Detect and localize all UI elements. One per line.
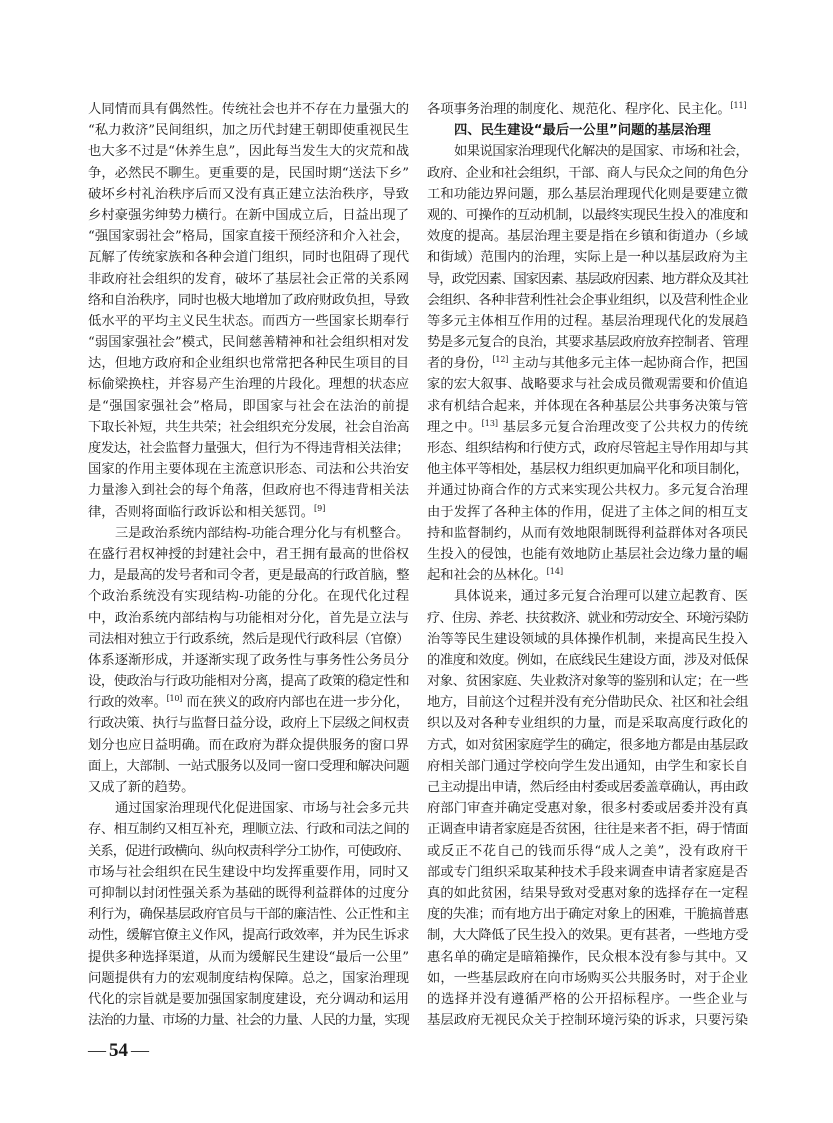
footnote-reference[interactable]: [9] xyxy=(314,503,326,513)
text-line: 标偷梁换柱，并容易产生治理的片段化。理想的状态应 xyxy=(88,377,409,393)
text-line: 并通过协商合作的方式来实现公共权力。多元复合治理 xyxy=(427,483,748,499)
left-column xyxy=(88,99,409,1031)
text-line: 效度的提高。基层治理主要是指在乡镇和街道办（乡域 xyxy=(427,229,748,245)
text-line: 可抑制以封闭性强关系为基础的既得利益群体的过度分 xyxy=(88,885,409,901)
text-line: 他主体平等相处，基层权力组织更加扁平化和项目制化， xyxy=(427,462,748,478)
line-text: 而在狭义的政府内部也在进一步分化， xyxy=(182,695,409,711)
text-line: 问题提供有力的宏观制度结构保障。总之，国家治理现 xyxy=(88,970,409,986)
text-line: 势是多元复合的良治，其要求基层政府放弃控制者、管理 xyxy=(427,335,748,351)
page-number-dash-right: — xyxy=(131,1040,149,1060)
text-line: 府部门审查并确定受惠对象，很多村委或居委并没有真 xyxy=(427,801,748,817)
text-line: 或反正不花自己的钱而乐得“成人之美”，没有政府干 xyxy=(427,843,748,859)
text-line: 导，政党因素、国家因素、基层政府因素、地方群众及其社 xyxy=(427,271,748,287)
text-line: “强国家弱社会”格局，国家直接干预经济和介入社会， xyxy=(88,229,409,245)
line-text: 主动与其他多元主体一起协商合作，把国 xyxy=(508,356,748,372)
text-line: 破坏乡村礼治秩序后而又没有真正建立法治秩序，导致 xyxy=(88,186,409,202)
text-line: 划分也应日益明确。而在政府为群众提供服务的窗口界 xyxy=(88,737,409,753)
text-line: 市场与社会组织在民生建设中均发挥重要作用，同时又 xyxy=(88,864,409,880)
text-line xyxy=(88,692,409,713)
line-text: 基层多元复合治理改变了公共权力的传统 xyxy=(498,419,748,435)
text-line: 司法相对独立于行政系统，然后是现代行政科层（官僚） xyxy=(88,631,409,647)
text-line: 持和监督制约，从而有效地限制既得利益群体对各项民 xyxy=(427,525,748,541)
line-text: 起和社会的丛林化。 xyxy=(427,568,547,584)
text-line: 度的失准；而有地方出于确定对象上的困难，干脆搞普惠 xyxy=(427,907,748,923)
text-line xyxy=(427,417,748,438)
text-line: 府相关部门通过学校向学生发出通知，由学生和家长自 xyxy=(427,758,748,774)
right-column xyxy=(427,99,748,1031)
text-line: 正调查申请者家庭是否贫困，往往是来者不拒，碍于情面 xyxy=(427,822,748,838)
paragraph xyxy=(427,141,748,586)
page-number-dash-left: — xyxy=(88,1040,106,1060)
text-line: 如果说国家治理现代化解决的是国家、市场和社会， xyxy=(454,144,748,160)
text-line: 部或专门组织采取某种技术手段来调查申请者家庭是否 xyxy=(427,864,748,880)
text-line: 如，一些基层政府在向市场购买公共服务时，对于企业 xyxy=(427,970,748,986)
text-line: 提供多种选择渠道，从而为缓解民生建设“最后一公里” xyxy=(88,949,409,965)
text-line: 对象、贫困家庭、失业救济对象等的鉴别和认定；在一些 xyxy=(427,674,748,690)
text-line: 瓦解了传统家族和各种会道门组织，同时也阻碍了现代 xyxy=(88,250,409,266)
text-line: 存、相互制约又相互补充，理顺立法、行政和司法之间的 xyxy=(88,822,409,838)
text-line: 求有机结合起来，并体现在各种基层公共事务决策与管 xyxy=(427,398,748,414)
text-line: 法治的力量、市场的力量、社会的力量、人民的力量，实现 xyxy=(88,1013,409,1029)
footnote-reference[interactable]: [14] xyxy=(546,567,564,577)
text-line: 生投入的侵蚀，也能有效地防止基层社会边缘力量的崛 xyxy=(427,546,748,562)
text-line: 力，是最高的发号者和司令者，更是最高的行政首脑，整 xyxy=(88,568,409,584)
text-line: 和街域）范围内的治理，实际上是一种以基层政府为主 xyxy=(427,250,748,266)
text-line: 通过国家治理现代化促进国家、市场与社会多元共 xyxy=(115,801,409,817)
text-line: 由于发挥了各种主体的作用，促进了主体之间的相互支 xyxy=(427,504,748,520)
text-line: 的准度和效度。例如，在底线民生建设方面，涉及对低保 xyxy=(427,652,748,668)
text-line: 体系逐渐形成，并逐渐实现了政务性与事务性公务员分 xyxy=(88,652,409,668)
footnote-reference[interactable]: [10] xyxy=(166,694,183,704)
text-line: 织以及对各种专业组织的力量，而是采取高度行政化的 xyxy=(427,716,748,732)
heading-line: 四、民生建设“最后一公里”问题的基层治理 xyxy=(454,123,711,139)
text-line: 制，大大降低了民生投入的效果。更有甚者，一些地方受 xyxy=(427,928,748,944)
text-line xyxy=(427,565,748,586)
section-heading xyxy=(427,120,748,141)
page-number xyxy=(88,1040,149,1062)
text-line: 又成了新的趋势。 xyxy=(88,780,195,795)
text-line: 行政决策、执行与监督日益分设，政府上下层级之间权责 xyxy=(88,716,409,732)
text-line: 人同情而具有偶然性。传统社会也并不存在力量强大的 xyxy=(88,102,409,117)
text-line: “弱国家强社会”模式，民间慈善精神和社会组织相对发 xyxy=(88,335,409,351)
text-line: 地方，目前这个过程并没有充分借助民众、社区和社会组 xyxy=(427,695,748,711)
text-line: 中，政治系统内部结构与功能相对分化，首先是立法与 xyxy=(88,610,409,626)
text-line: 度发达，社会监督力量强大，但行为不得违背相关法律； xyxy=(88,441,409,456)
text-line: 惠名单的确定是暗箱操作，民众根本没有参与其中。又 xyxy=(427,949,748,965)
text-line: 三是政治系统内部结构-功能合理分化与有机整合。 xyxy=(115,525,409,541)
text-line: 家的宏大叙事、战略要求与社会成员微观需要和价值追 xyxy=(427,377,748,393)
paragraph xyxy=(88,523,409,798)
text-line xyxy=(427,99,748,120)
text-line: 的选择并没有遵循严格的公开招标程序。一些企业与 xyxy=(427,991,748,1007)
paragraph xyxy=(88,798,409,1031)
text-line: 政府、企业和社会组织，干部、商人与民众之间的角色分 xyxy=(427,165,748,181)
text-line xyxy=(88,502,409,523)
line-text: 者的身份， xyxy=(427,356,493,372)
text-line: 具体说来，通过多元复合治理可以建立起教育、医 xyxy=(454,589,748,605)
text-line: 真的如此贫困，结果导致对受惠对象的选择存在一定程 xyxy=(427,885,748,901)
text-line: 非政府社会组织的发育，破坏了基层社会正常的关系网 xyxy=(88,271,409,287)
text-line: 力量渗入到社会的每个角落，但政府也不得违背相关法 xyxy=(88,483,409,499)
text-line: 乡村豪强劣绅势力横行。在新中国成立后，日益出现了 xyxy=(88,207,409,223)
text-line: 会组织、各种非营利性社会企事业组织，以及营利性企业 xyxy=(427,292,748,308)
paragraph xyxy=(427,586,748,1031)
footnote-reference[interactable]: [12] xyxy=(492,355,509,365)
paragraph xyxy=(88,99,409,523)
text-line: 低水平的平均主义民生状态。而西方一些国家长期奉行 xyxy=(88,313,409,329)
text-line: 下取长补短，共生共荣；社会组织充分发展，社会自治高 xyxy=(88,419,409,435)
text-line: 络和自治秩序，同时也极大地增加了政府财政负担，导致 xyxy=(88,292,409,308)
text-line: 达，但地方政府和企业组织也常常把各种民生项目的目 xyxy=(88,356,409,372)
text-line: 国家的作用主要体现在主流意识形态、司法和公共治安 xyxy=(88,462,409,478)
text-line: 个政治系统没有实现结构-功能的分化。在现代化过程 xyxy=(88,589,409,605)
text-line: 工和功能边界问题，那么基层治理现代化则是要建立微 xyxy=(427,186,748,202)
line-text: 各项事务治理的制度化、规范化、程序化、民主化。 xyxy=(427,102,731,117)
text-line: 设，使政治与行政功能相对分离，提高了政策的稳定性和 xyxy=(88,674,409,690)
footnote-reference[interactable]: [13] xyxy=(481,418,499,428)
text-line: 利行为，确保基层政府官员与干部的廉洁性、公正性和主 xyxy=(88,907,409,923)
text-line: 治等等民生建设领域的具体操作机制，来提高民生投入 xyxy=(427,631,748,647)
line-text: 理之中。 xyxy=(427,419,482,435)
text-line: 也大多不过是“休养生息”，因此每当发生大的灾荒和战 xyxy=(88,144,409,160)
text-line xyxy=(427,353,748,374)
text-line: “私力救济”民间组织，加之历代封建王朝即使重视民生 xyxy=(88,123,409,139)
text-line: 在盛行君权神授的封建社会中，君王拥有最高的世俗权 xyxy=(88,546,409,562)
text-line: 己主动提出申请，然后经由村委或居委盖章确认，再由政 xyxy=(427,780,748,795)
text-line: 形态、组织结构和行使方式，政府尽管起主导作用却与其 xyxy=(427,441,748,456)
text-line: 等多元主体相互作用的过程。基层治理现代化的发展趋 xyxy=(427,313,748,329)
line-text: 行政的效率。 xyxy=(88,695,167,711)
line-text: 律，否则将面临行政诉讼和相关惩罚。 xyxy=(88,504,315,520)
text-line: 代化的宗旨就是要加强国家制度建设，充分调动和运用 xyxy=(88,991,409,1007)
text-line: 疗、住房、养老、扶贫救济、就业和劳动安全、环境污染防 xyxy=(427,610,748,626)
text-line: 关系，促进行政横向、纵向权责科学分工协作，可使政府、 xyxy=(88,843,409,859)
text-line: 面上，大部制、一站式服务以及同一窗口受理和解决问题 xyxy=(88,758,409,774)
footnote-reference[interactable]: [11] xyxy=(730,101,747,110)
text-line: 是“强国家强社会”格局，即国家与社会在法治的前提 xyxy=(88,398,409,414)
text-line: 争，必然民不聊生。更重要的是，民国时期“送法下乡” xyxy=(88,165,409,181)
page-number-value: 54 xyxy=(109,1040,128,1061)
text-line: 基层政府无视民众关于控制环境污染的诉求，只要污染 xyxy=(427,1013,748,1029)
text-line: 动性，缓解官僚主义作风，提高行政效率，并为民生诉求 xyxy=(88,928,409,944)
text-line: 观的、可操作的互动机制，以最终实现民生投入的准度和 xyxy=(427,207,748,223)
paragraph xyxy=(427,99,748,120)
text-line: 方式，如对贫困家庭学生的确定，很多地方都是由基层政 xyxy=(427,737,748,753)
